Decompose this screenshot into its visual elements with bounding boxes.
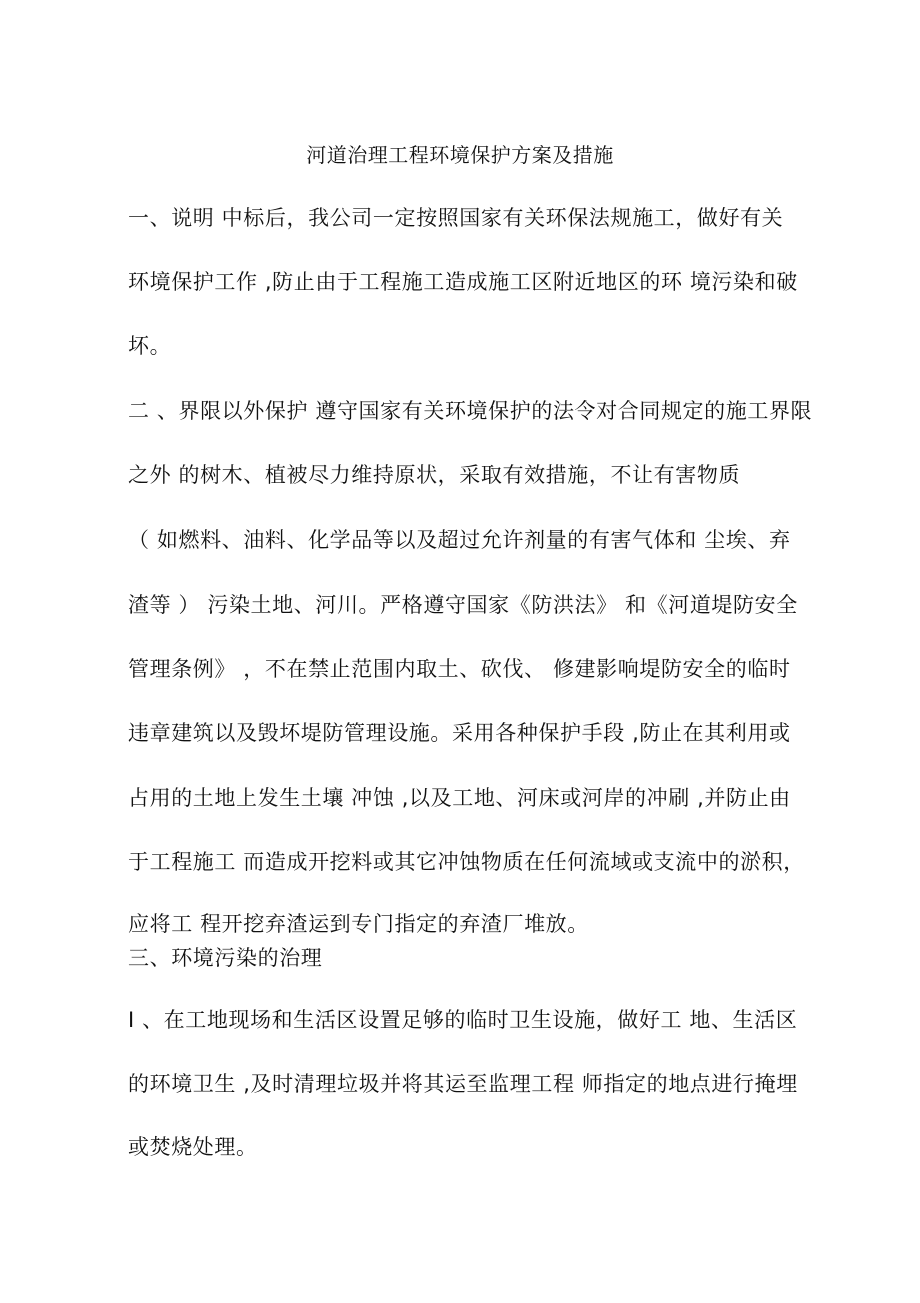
paragraph-line: （ 如燃料、油料、化学品等以及超过允许剂量的有害气体和 尘埃、弃 [128,528,791,552]
paragraph-line: 二 、界限以外保护 遵守国家有关环境保护的法令对合同规定的施工界限 [128,399,813,423]
paragraph-line: 应将工 程开挖弃渣运到专门指定的弃渣厂堆放。 [128,912,589,936]
paragraph-line: 之外 的树木、植被尽力维持原状，采取有效措施，不让有害物质 [128,463,741,487]
document-title: 河道治理工程环境保护方案及措施 [306,143,614,167]
paragraph-line: 环境保护工作 ,防止由于工程施工造成施工区附近地区的环 境污染和破 [128,270,798,294]
paragraph-line: 违章建筑以及毁坏堤防管理设施。采用各种保护手段 ,防止在其利用或 [128,721,791,745]
paragraph-line: 占用的土地上发生土壤 冲蚀 ,以及工地、河床或河岸的冲刷 ,并防止由 [128,786,791,810]
paragraph-line: 于工程施工 而造成开挖料或其它冲蚀物质在任何流域或支流中的淤积， [128,850,805,874]
paragraph-line: 坏。 [128,334,172,358]
paragraph-line: I 、在工地现场和生活区设置足够的临时卫生设施，做好工 地、生活区 [128,1008,798,1032]
paragraph-line: 一、说明 中标后，我公司一定按照国家有关环保法规施工，做好有关 [128,206,784,230]
paragraph-line: 的环境卫生 ,及时清理垃圾并将其运至监理工程 师指定的地点进行掩埋 [128,1072,798,1096]
paragraph-line: 或焚烧处理。 [128,1135,258,1159]
section-heading: 三、环境污染的治理 [128,946,323,970]
paragraph-line: 渣等 ） 污染土地、河川。严格遵守国家《防洪法》 和《河道堤防安全 [128,593,798,617]
paragraph-line: 管理条例》 ，不在禁止范围内取土、砍伐、 修建影响堤防安全的临时 [128,657,791,681]
